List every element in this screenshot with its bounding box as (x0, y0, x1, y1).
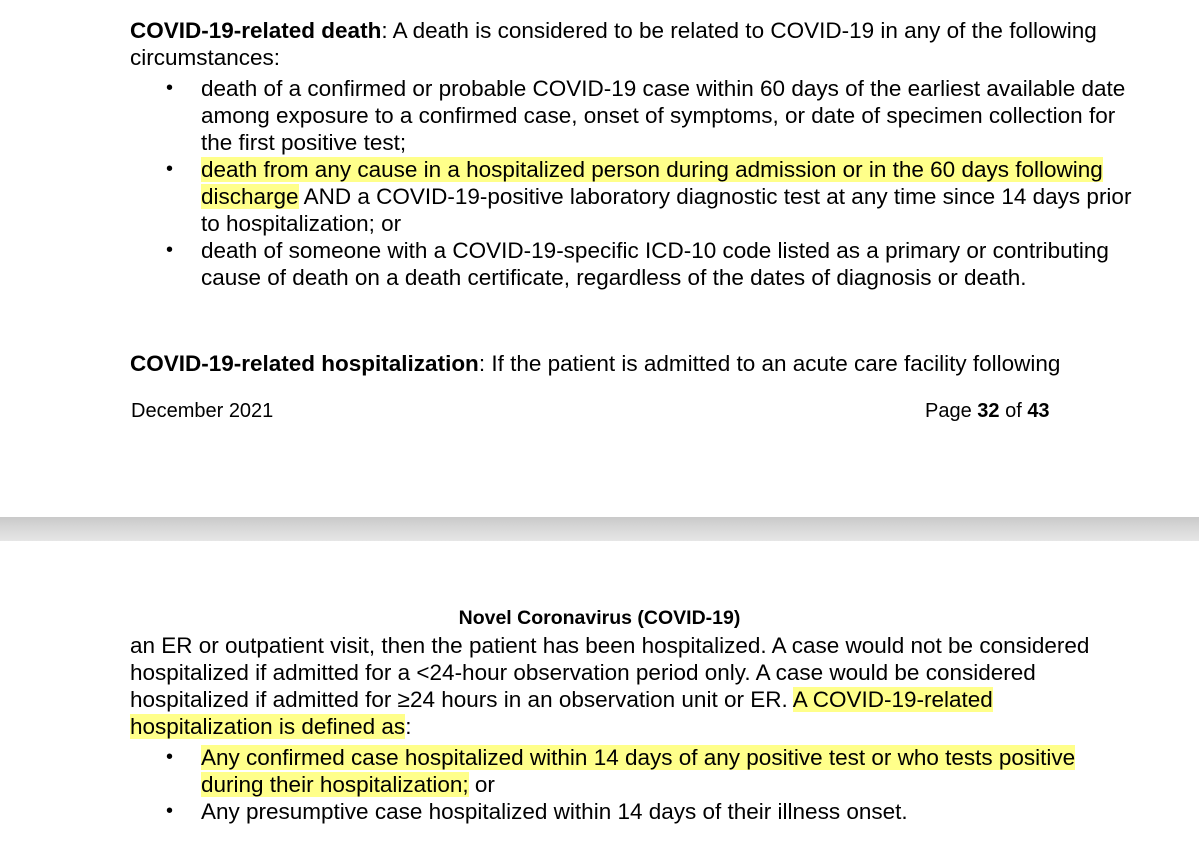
death-definition-text: : A death is considered to be related to COVID-19 in any of the following circumstances: (130, 18, 1097, 70)
hospitalization-definition-term: COVID-19-related hospitalization (130, 351, 479, 376)
page-current: 32 (977, 400, 1000, 422)
bullet-icon: • (166, 77, 174, 99)
death-criterion-text: death of a confirmed or probable COVID-19 case within 60 days of the earliest available date among exposure to a confirmed case, onset of symptoms, or date of specimen collection for the first positive test; (201, 76, 1126, 155)
death-criterion-text: AND a COVID-19-positive laboratory diagnostic test at any time since 14 days prior to hospitalization; or (201, 184, 1132, 236)
hospitalization-criterion-text: or (468, 772, 495, 797)
hospitalization-criterion-highlight: Any confirmed case hospitalized within 14 days of any positive test or who tests positive during their hospitalization; (201, 745, 1076, 797)
list-item (130, 798, 1140, 825)
death-criterion-text: death of someone with a COVID-19-specific ICD-10 code listed as a primary or contributing cause of death on a death certificate, regardless of the dates of diagnosis or death. (201, 238, 1109, 290)
page-of: of (999, 400, 1028, 422)
footer-date: December 2021 (131, 400, 274, 422)
list-item (130, 156, 1140, 237)
continuation-text: an ER or outpatient visit, then the patient has been hospitalized. A case would not be considered hospitalized if admitted for a <24-hour observation period only. A case would be considered hospitalized if admitted for ≥24 hours in an observation unit or ER. (130, 633, 1090, 712)
bullet-icon: • (166, 239, 174, 261)
bullet-icon: • (166, 158, 174, 180)
hospitalization-continuation-paragraph (130, 632, 1130, 740)
footer-page-number (925, 398, 1050, 424)
page-separator (0, 517, 1199, 541)
page-running-title: Novel Coronavirus (COVID-19) (458, 607, 741, 629)
page-total: 43 (1027, 400, 1050, 422)
bullet-icon: • (166, 746, 174, 768)
list-item (130, 744, 1140, 798)
page-prefix: Page (925, 400, 978, 422)
death-definition-paragraph (130, 17, 1130, 71)
continuation-after: : (405, 714, 412, 739)
death-definition-term: COVID-19-related death (130, 18, 382, 43)
hospitalization-criteria-list (130, 744, 1140, 825)
continuation-highlight: A COVID-19-related hospitalization is defined as (130, 687, 993, 739)
death-criteria-list (130, 75, 1140, 291)
list-item (130, 237, 1140, 291)
hospitalization-criterion-text: Any presumptive case hospitalized within 14 days of their illness onset. (201, 799, 908, 824)
death-criterion-highlight: death from any cause in a hospitalized person during admission or in the 60 days following discharge (201, 157, 1103, 209)
hospitalization-definition-paragraph (130, 350, 1180, 377)
bullet-icon: • (166, 800, 174, 822)
hospitalization-definition-text: : If the patient is admitted to an acute care facility following (478, 351, 1061, 376)
list-item (130, 75, 1140, 156)
